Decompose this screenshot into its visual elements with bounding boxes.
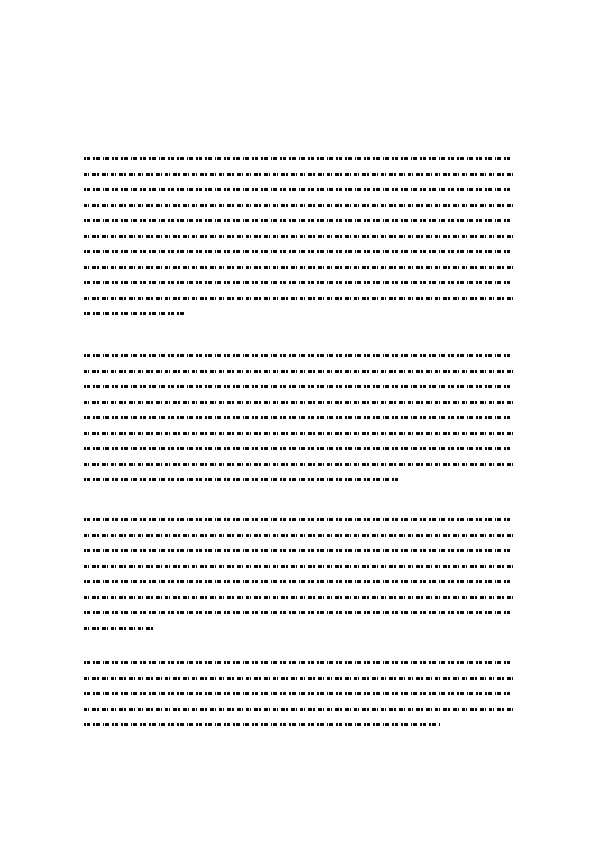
text-line: [84, 611, 513, 614]
text-line: [84, 354, 513, 357]
text-line: [84, 627, 153, 630]
text-line: [84, 677, 513, 680]
text-line: [84, 447, 513, 450]
text-line: [84, 219, 513, 222]
paragraph-3: [84, 518, 513, 642]
text-line: [84, 692, 513, 695]
text-line: [84, 370, 513, 373]
text-line: [84, 235, 513, 238]
text-line: [84, 432, 513, 435]
text-line: [84, 266, 513, 269]
paragraph-1: [84, 157, 513, 328]
text-line: [84, 281, 513, 284]
text-line: [84, 534, 513, 537]
text-line: [84, 580, 513, 583]
text-line: [84, 312, 187, 315]
text-line: [84, 549, 513, 552]
text-line: [84, 157, 513, 160]
text-line: [84, 188, 513, 191]
text-line: [84, 661, 513, 664]
text-line: [84, 518, 513, 521]
text-line: [84, 723, 440, 726]
text-line: [84, 478, 401, 481]
text-line: [84, 297, 513, 300]
text-line: [84, 401, 513, 404]
text-line: [84, 565, 513, 568]
text-line: [84, 204, 513, 207]
text-line: [84, 596, 513, 599]
text-line: [84, 708, 513, 711]
text-line: [84, 463, 513, 466]
text-line: [84, 250, 513, 253]
paragraph-2: [84, 354, 513, 494]
text-line: [84, 416, 513, 419]
paragraph-4: [84, 661, 513, 739]
text-line: [84, 385, 513, 388]
text-line: [84, 173, 513, 176]
